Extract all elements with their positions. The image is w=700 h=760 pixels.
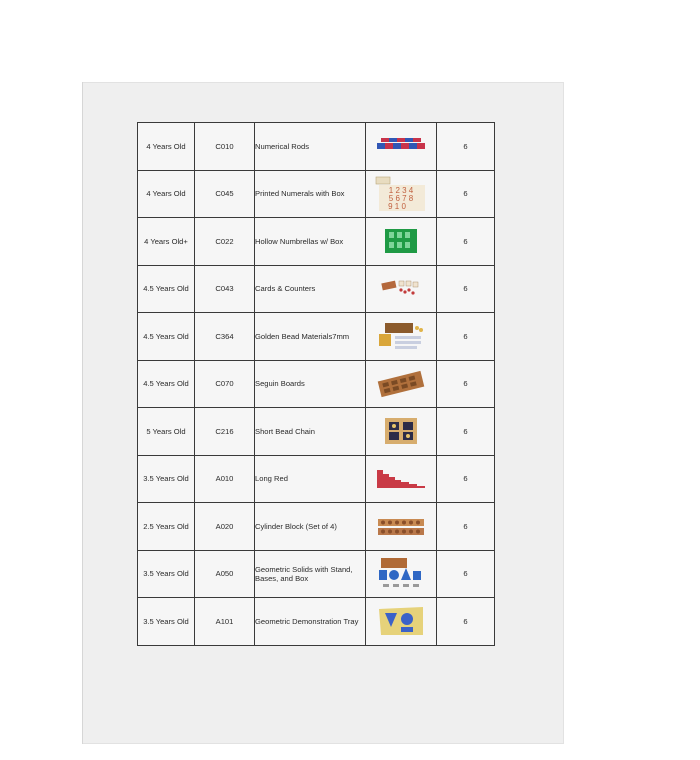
qty-cell: 6: [437, 455, 495, 503]
name-cell: Geometric Demonstration Tray: [255, 598, 366, 646]
age-cell: 4 Years Old+: [138, 218, 195, 266]
table-row: [138, 265, 495, 313]
table-row: [138, 550, 495, 598]
seguin-boards-icon: [375, 370, 427, 398]
scan-edge: [82, 82, 83, 744]
code-cell: C070: [195, 360, 255, 408]
image-cell: [366, 313, 437, 361]
name-cell: Geometric Solids with Stand, Bases, and Box: [255, 550, 366, 598]
qty-cell: 6: [437, 123, 495, 171]
code-cell: C216: [195, 408, 255, 456]
age-cell: 3.5 Years Old: [138, 598, 195, 646]
code-cell: A101: [195, 598, 255, 646]
table-row: [138, 360, 495, 408]
hollow-numbrellas-icon: [383, 227, 419, 255]
table-row: [138, 313, 495, 361]
name-cell: Seguin Boards: [255, 360, 366, 408]
image-cell: [366, 598, 437, 646]
code-cell: C364: [195, 313, 255, 361]
cards-counters-icon: [379, 278, 423, 300]
code-cell: A010: [195, 455, 255, 503]
image-cell: [366, 503, 437, 551]
image-cell: [366, 550, 437, 598]
table-row: [138, 170, 495, 218]
age-cell: 4 Years Old: [138, 170, 195, 218]
golden-bead-icon: [375, 320, 427, 352]
printed-numerals-icon: [375, 176, 427, 212]
name-cell: Numerical Rods: [255, 123, 366, 171]
long-red-rods-icon: [375, 468, 427, 490]
image-cell: [366, 455, 437, 503]
code-cell: C010: [195, 123, 255, 171]
name-cell: Long Red: [255, 455, 366, 503]
age-cell: 3.5 Years Old: [138, 455, 195, 503]
qty-cell: 6: [437, 313, 495, 361]
age-cell: 4.5 Years Old: [138, 265, 195, 313]
age-cell: 4 Years Old: [138, 123, 195, 171]
image-cell: [366, 123, 437, 171]
qty-cell: 6: [437, 218, 495, 266]
code-cell: A020: [195, 503, 255, 551]
image-cell: [366, 408, 437, 456]
short-bead-chain-icon: [381, 415, 421, 447]
name-cell: Golden Bead Materials7mm: [255, 313, 366, 361]
code-cell: C043: [195, 265, 255, 313]
numerals-line-2: 5 6 7 8: [388, 193, 414, 203]
image-cell: [366, 218, 437, 266]
cylinder-block-icon: [375, 515, 427, 537]
code-cell: A050: [195, 550, 255, 598]
table-row: [138, 598, 495, 646]
age-cell: 4.5 Years Old: [138, 313, 195, 361]
qty-cell: 6: [437, 408, 495, 456]
name-cell: Short Bead Chain: [255, 408, 366, 456]
image-cell: [366, 360, 437, 408]
code-cell: C022: [195, 218, 255, 266]
geometric-tray-icon: [377, 605, 425, 637]
image-cell: [366, 170, 437, 218]
qty-cell: 6: [437, 598, 495, 646]
age-cell: 2.5 Years Old: [138, 503, 195, 551]
numerical-rods-icon: [376, 137, 426, 155]
numerals-line-3: 9 1 0: [388, 201, 406, 211]
table-row: [138, 455, 495, 503]
name-cell: Cylinder Block (Set of 4): [255, 503, 366, 551]
numerals-line-1: 1 2 3 4: [388, 185, 414, 195]
qty-cell: 6: [437, 170, 495, 218]
age-cell: 3.5 Years Old: [138, 550, 195, 598]
image-cell: [366, 265, 437, 313]
age-cell: 5 Years Old: [138, 408, 195, 456]
table-row: [138, 218, 495, 266]
geometric-solids-icon: [375, 556, 427, 592]
table-row: [138, 408, 495, 456]
qty-cell: 6: [437, 503, 495, 551]
table-row: [138, 123, 495, 171]
age-cell: 4.5 Years Old: [138, 360, 195, 408]
qty-cell: 6: [437, 550, 495, 598]
code-cell: C045: [195, 170, 255, 218]
name-cell: Cards & Counters: [255, 265, 366, 313]
qty-cell: 6: [437, 360, 495, 408]
name-cell: Printed Numerals with Box: [255, 170, 366, 218]
name-cell: Hollow Numbrellas w/ Box: [255, 218, 366, 266]
product-table: [137, 122, 495, 646]
qty-cell: 6: [437, 265, 495, 313]
table-row: [138, 503, 495, 551]
